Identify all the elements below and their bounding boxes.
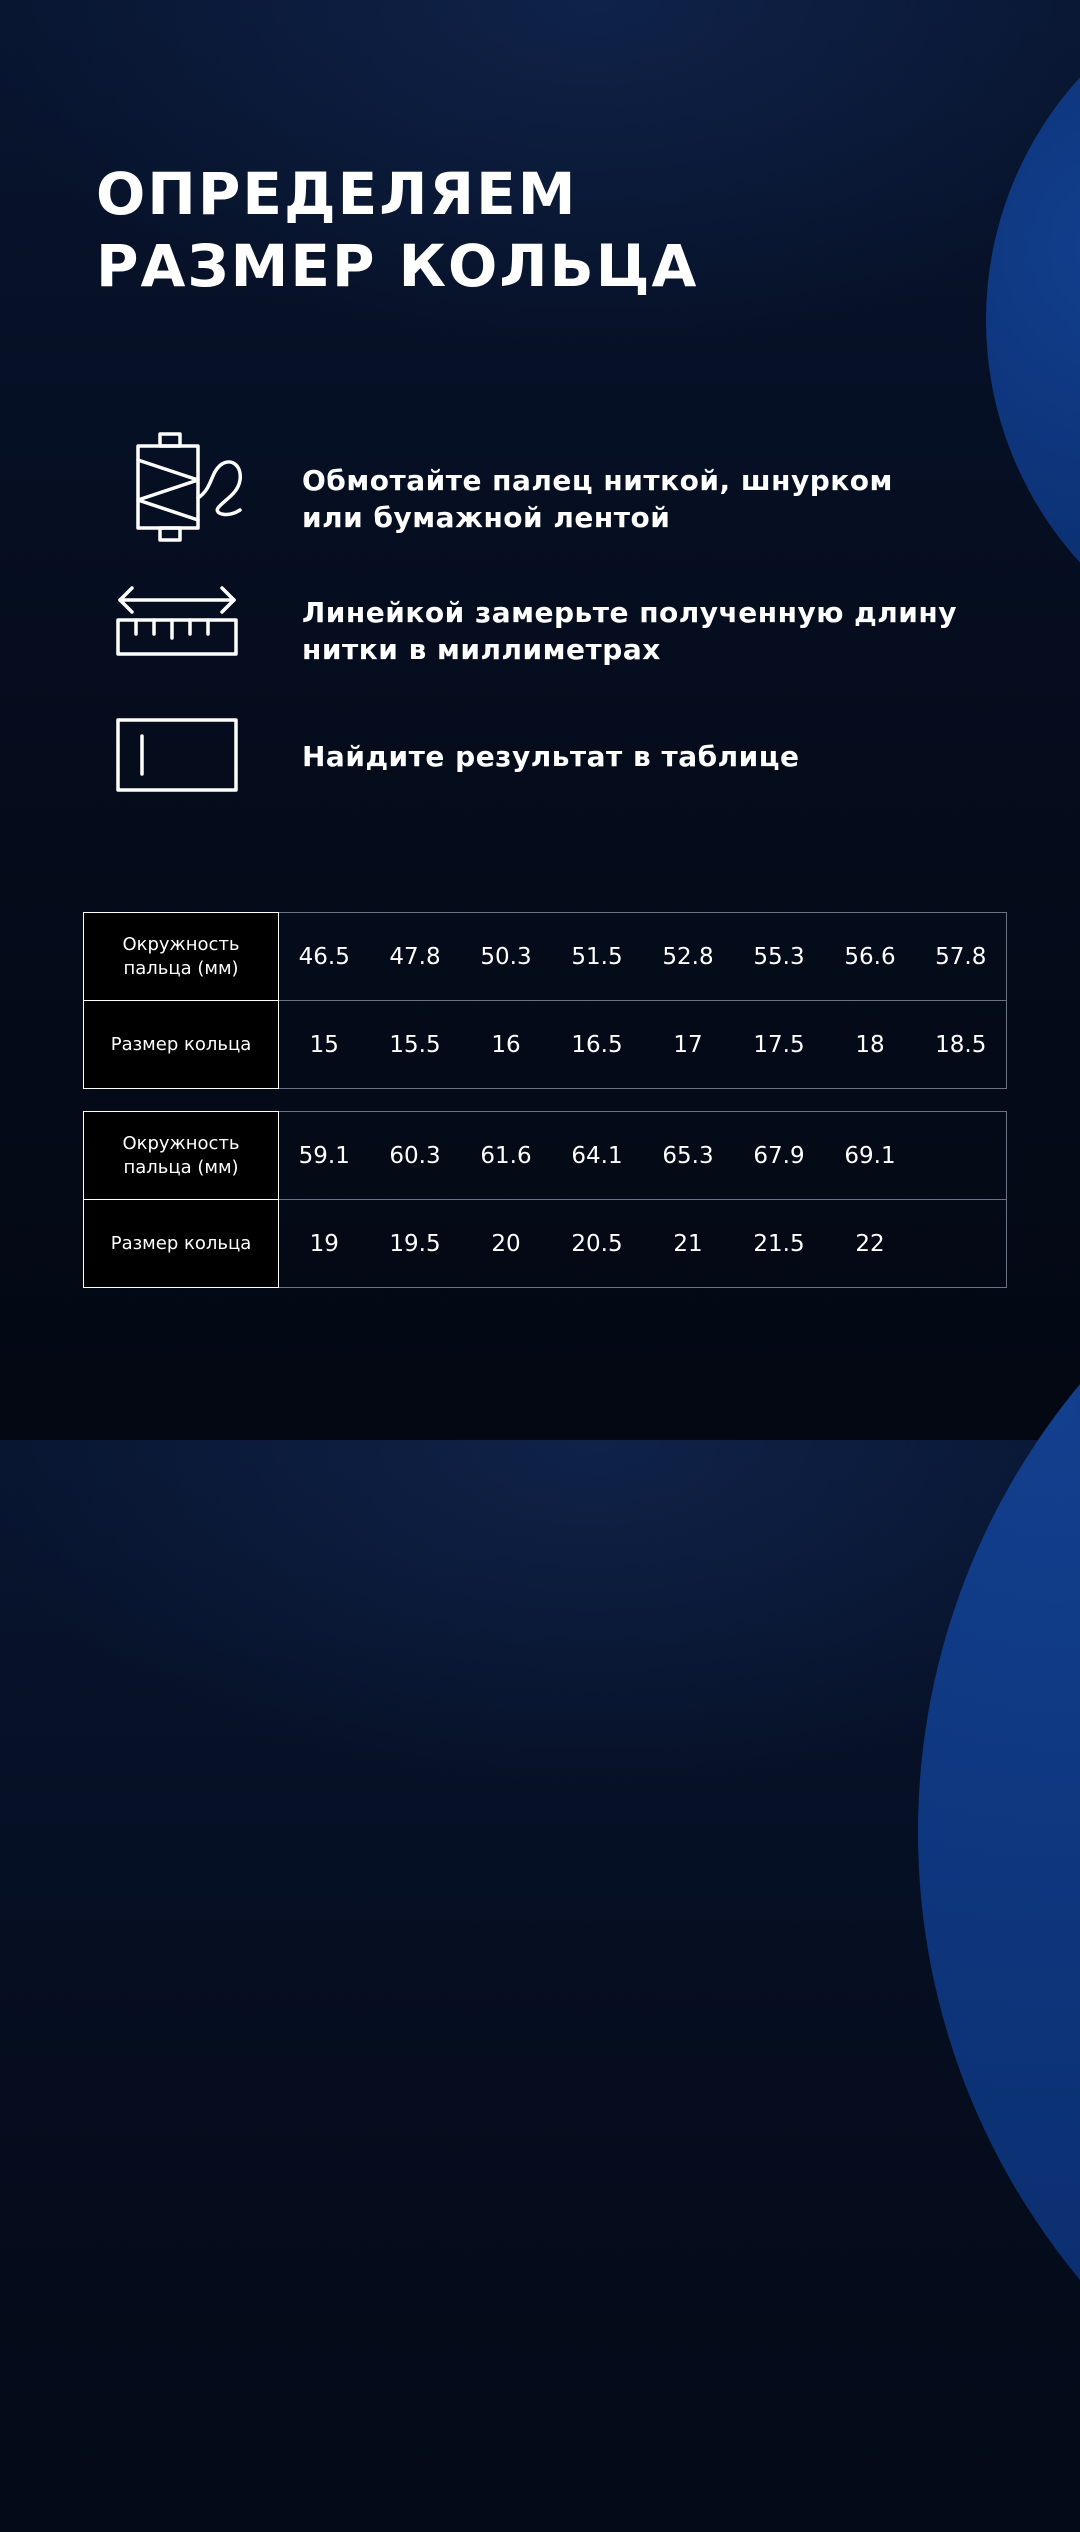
table-cell: 57.8 [916, 913, 1007, 1001]
table-cell: 69.1 [825, 1112, 916, 1200]
table-row [84, 1200, 1007, 1288]
table-row [84, 1001, 1007, 1089]
table-row [84, 1112, 1007, 1200]
step-ruler-line2: нитки в миллиметрах [302, 633, 661, 666]
page-title-line2: РАЗМЕР КОЛЬЦА [96, 232, 699, 300]
table-cell: 21.5 [734, 1200, 825, 1288]
table-cell: 60.3 [370, 1112, 461, 1200]
table-cell: 16.5 [552, 1001, 643, 1089]
step-table-line1: Найдите результат в таблице [302, 740, 800, 773]
page-title [96, 158, 698, 302]
table-cell: 59.1 [279, 1112, 370, 1200]
table-cell: 19.5 [370, 1200, 461, 1288]
step-text-thread [302, 462, 893, 536]
ruler-icon [114, 582, 240, 658]
table-cell: 64.1 [552, 1112, 643, 1200]
table-cell: 51.5 [552, 913, 643, 1001]
table-cell: 61.6 [461, 1112, 552, 1200]
size-table-2 [83, 1111, 1007, 1288]
row-header-circumference: Окружность пальца (мм) [84, 913, 279, 1001]
table-cell: 15 [279, 1001, 370, 1089]
table-cell-empty [916, 1112, 1007, 1200]
thread-spool-icon [128, 430, 248, 545]
table-cell: 50.3 [461, 913, 552, 1001]
page-title-line1: ОПРЕДЕЛЯЕМ [96, 160, 578, 228]
step-thread-line2: или бумажной лентой [302, 501, 671, 534]
table-cell: 15.5 [370, 1001, 461, 1089]
row-header-ring-size: Размер кольца [84, 1200, 279, 1288]
decorative-circle-top [986, 0, 1080, 680]
table-cell: 47.8 [370, 913, 461, 1001]
table-cell: 21 [643, 1200, 734, 1288]
table-cell: 56.6 [825, 913, 916, 1001]
size-table-1 [83, 912, 1007, 1089]
step-wrap-thread [0, 430, 1080, 545]
decorative-circle-bottom [918, 1132, 1080, 2532]
table-cell: 18.5 [916, 1001, 1007, 1089]
table-cell: 17 [643, 1001, 734, 1089]
table-cell: 22 [825, 1200, 916, 1288]
table-cell: 19 [279, 1200, 370, 1288]
step-text-ruler [302, 594, 957, 668]
step-wrap-ruler [0, 582, 1080, 666]
step-ruler-line1: Линейкой замерьте полученную длину [302, 596, 957, 629]
step-wrap-table [0, 716, 1080, 794]
table-cell: 16 [461, 1001, 552, 1089]
table-cell: 46.5 [279, 913, 370, 1001]
table-icon [114, 716, 240, 794]
step-thread-line1: Обмотайте палец ниткой, шнурком [302, 464, 893, 497]
table-row [84, 913, 1007, 1001]
row-header-circumference: Окружность пальца (мм) [84, 1112, 279, 1200]
table-cell: 18 [825, 1001, 916, 1089]
table-cell: 55.3 [734, 913, 825, 1001]
table-cell: 65.3 [643, 1112, 734, 1200]
row-header-ring-size: Размер кольца [84, 1001, 279, 1089]
table-cell: 20.5 [552, 1200, 643, 1288]
table-cell: 52.8 [643, 913, 734, 1001]
table-cell: 67.9 [734, 1112, 825, 1200]
table-cell-empty [916, 1200, 1007, 1288]
table-cell: 17.5 [734, 1001, 825, 1089]
table-cell: 20 [461, 1200, 552, 1288]
step-text-table [302, 738, 800, 775]
